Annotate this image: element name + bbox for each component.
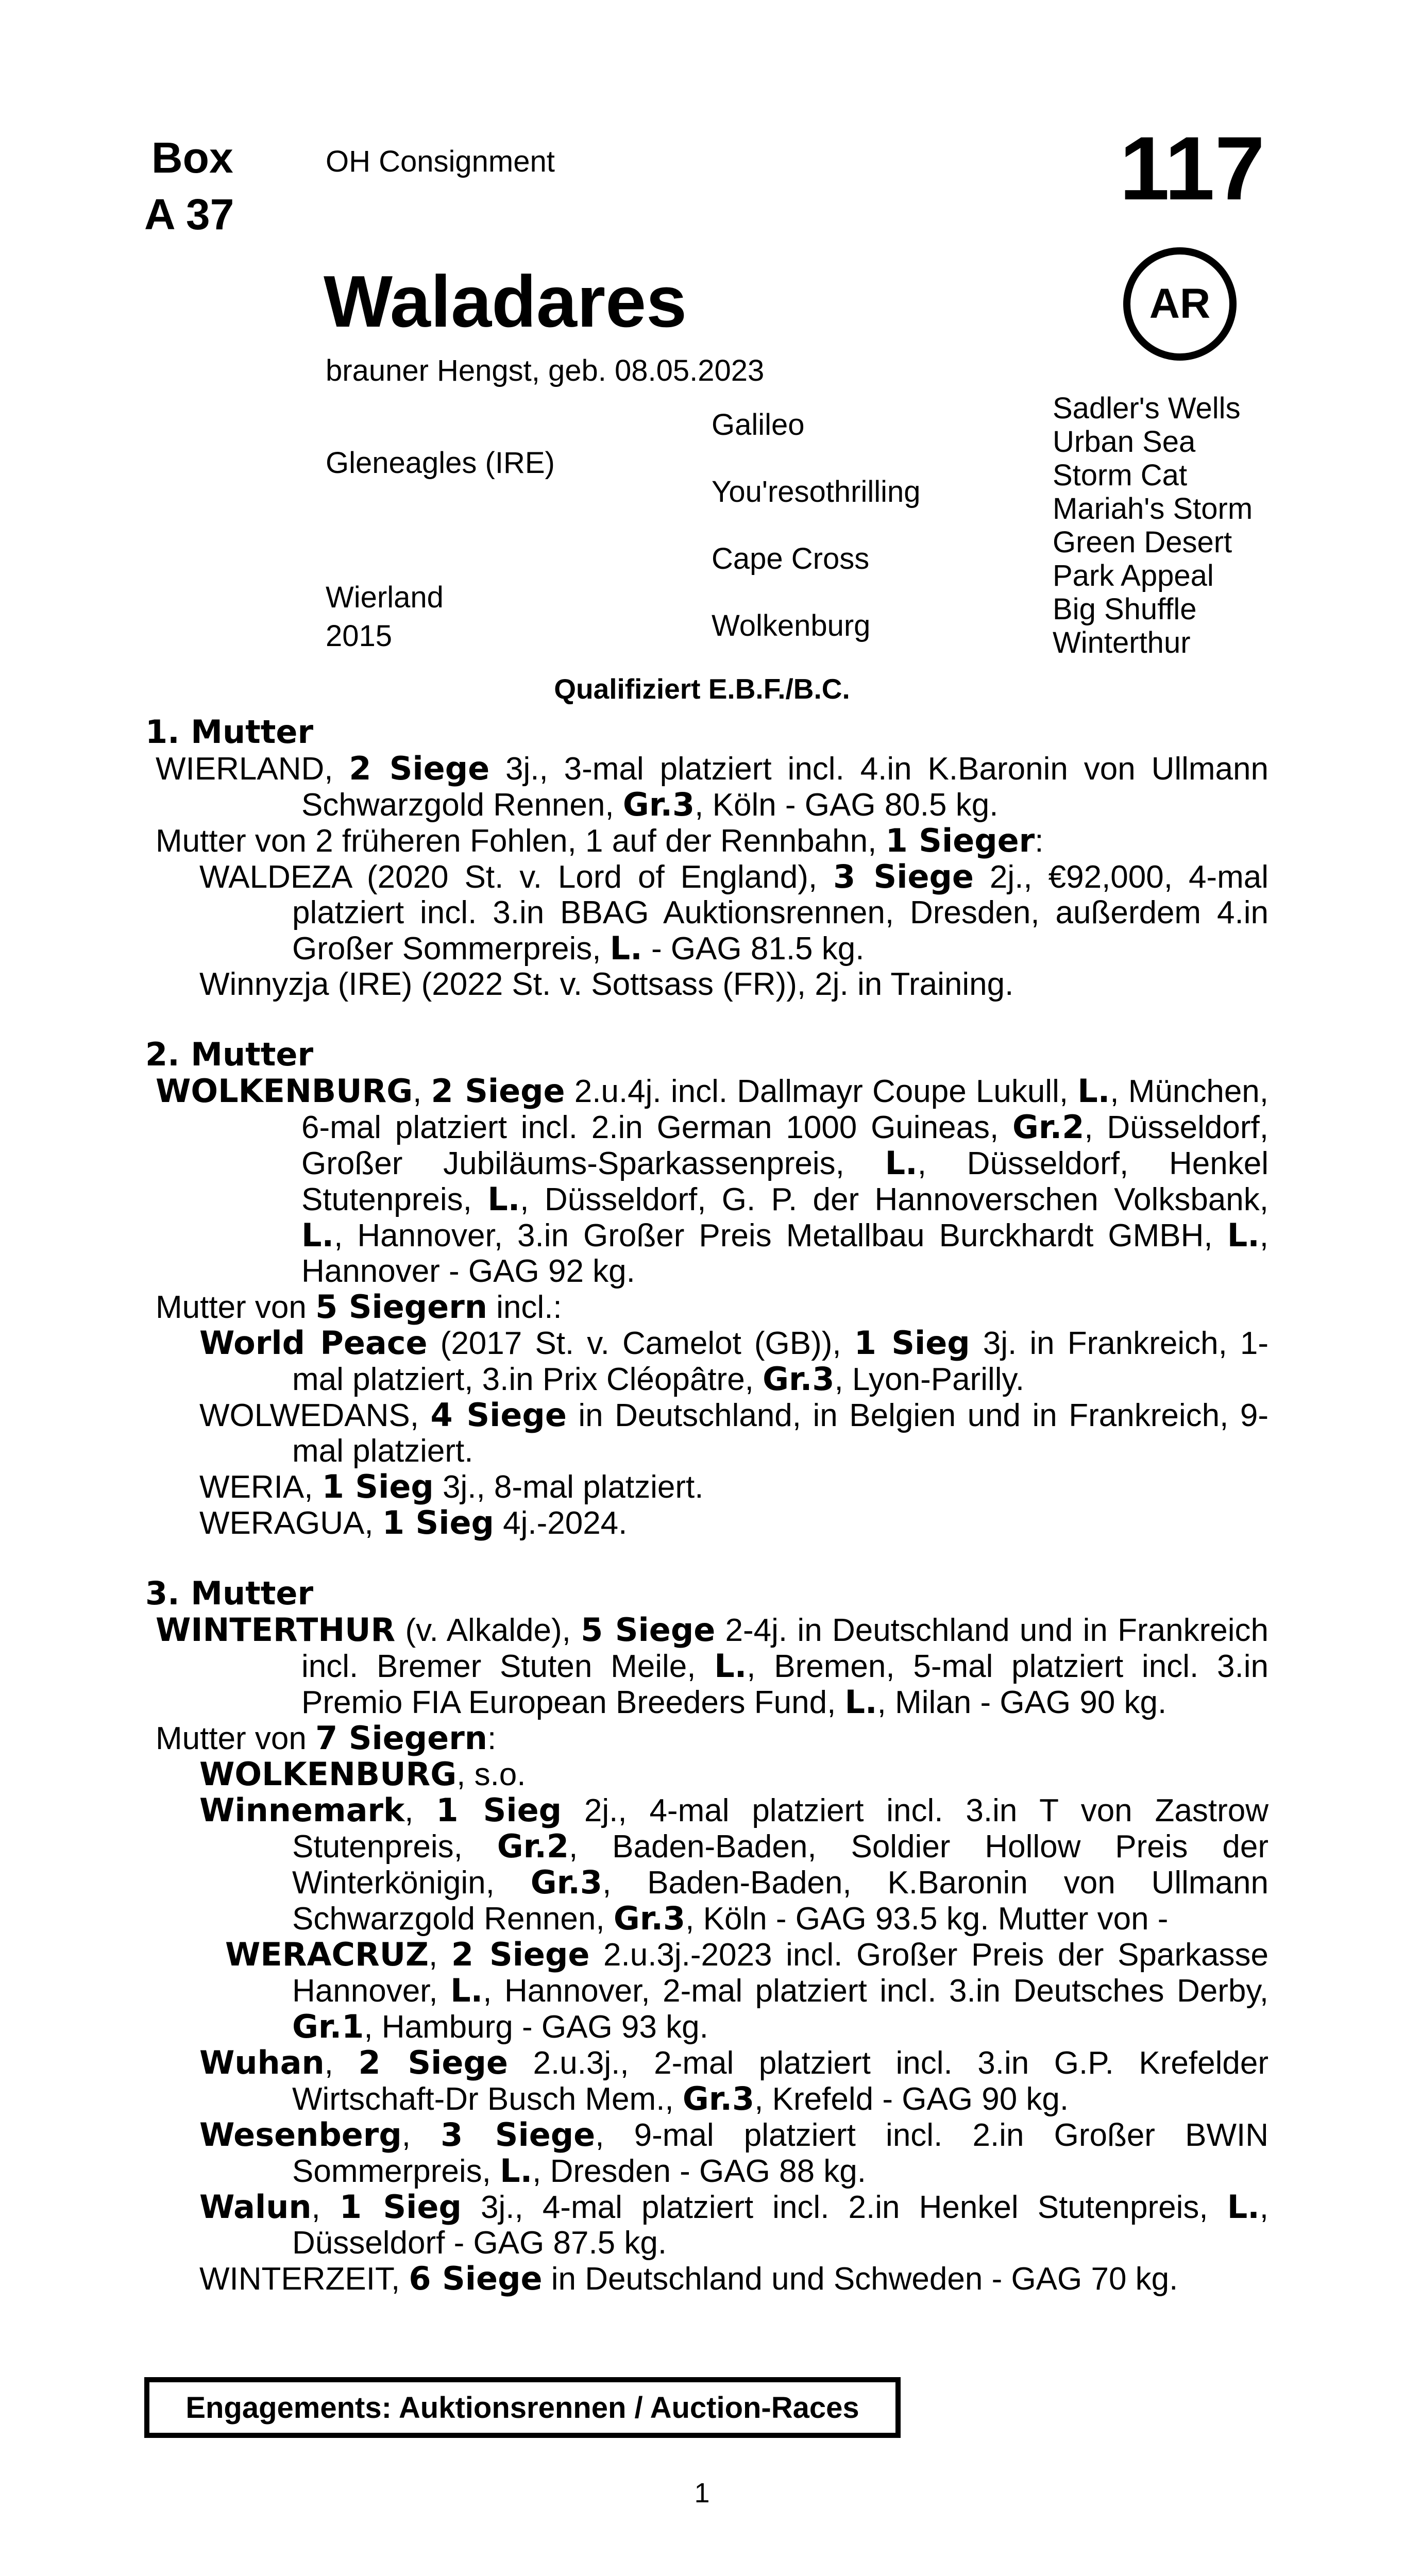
text-run: ,	[324, 2045, 359, 2081]
pedigree-gen3-item: Urban Sea	[1053, 425, 1196, 459]
bold-text: 6 Siege	[409, 2260, 543, 2297]
bold-text: Wuhan	[199, 2044, 325, 2081]
dam-entry	[145, 1612, 1268, 1720]
text-run: WINTERZEIT,	[199, 2261, 409, 2297]
dam-entry	[145, 1073, 1268, 1289]
text-run: 3j., 4-mal platziert incl. 2.in Henkel Stutenpreis,	[461, 2190, 1227, 2225]
pedigree-gen3-item: Storm Cat	[1053, 459, 1188, 492]
text-run: 2j., €92,000, 4-mal platziert incl. 3.in BBAG Auktionsrennen, Dresden, außerdem 4.in Großer Sommerpreis,	[292, 859, 1268, 967]
bold-text: Gr.3	[763, 1360, 835, 1398]
section-heading: 1. Mutter	[145, 713, 314, 751]
bold-text: L.	[450, 1972, 483, 2009]
text-run: :	[1035, 823, 1044, 859]
bold-text: 2 Siege	[358, 2044, 508, 2081]
text-run: in Deutschland, in Belgien und in Frankreich, 9-mal platziert.	[292, 1398, 1269, 1469]
text-run: , Hannover, 2-mal platziert incl. 3.in Deutsches Derby,	[483, 1973, 1268, 2009]
text-run: , Krefeld - GAG 90 kg.	[754, 2081, 1069, 2117]
bold-text: L.	[500, 2152, 533, 2190]
bold-text: L.	[1077, 1072, 1110, 1110]
text-run: , Bremen, 5-mal platziert incl. 3.in Premio FIA European Breeders Fund,	[301, 1649, 1268, 1720]
bold-text: 3 Siege	[833, 858, 974, 895]
bold-text: 3 Siege	[441, 2116, 596, 2154]
pedigree-dam-year: 2015	[326, 619, 393, 653]
offspring-entry	[145, 1756, 1268, 1792]
text-run: :	[487, 1721, 497, 1756]
text-run: 2.u.3j., 2-mal platziert incl. 3.in G.P. Krefelder Wirtschaft-Dr Busch Mem.,	[292, 2045, 1268, 2117]
bold-text: 1 Sieg	[322, 1468, 434, 1505]
offspring-entry	[145, 1469, 1268, 1505]
bold-text: 5 Siegern	[315, 1288, 487, 1326]
text-run: , Köln - GAG 93.5 kg. Mutter von -	[685, 1901, 1169, 1937]
produce-summary	[156, 1289, 1268, 1325]
text-run: ,	[404, 1793, 436, 1828]
ar-badge	[1123, 247, 1237, 361]
text-run: , Hannover - GAG 92 kg.	[301, 1218, 1268, 1289]
text-run: ,	[401, 2117, 441, 2153]
text-run: , Milan - GAG 90 kg.	[877, 1685, 1167, 1720]
bold-text: 1 Sieg	[382, 1504, 494, 1541]
bold-text: WOLKENBURG	[156, 1072, 413, 1110]
text-run: in Deutschland und Schweden - GAG 70 kg.	[542, 2261, 1178, 2297]
text-run: Mutter von	[156, 1290, 316, 1325]
text-run: , Düsseldorf, Henkel Stutenpreis,	[301, 1146, 1268, 1217]
bold-text: 1 Sieg	[436, 1791, 562, 1829]
offspring-entry	[145, 1325, 1268, 1397]
offspring-entry	[145, 2045, 1268, 2117]
text-run: 3j., 3-mal platziert incl. 4.in K.Baronin von Ullmann Schwarzgold Rennen,	[301, 751, 1268, 823]
bold-text: Gr.3	[613, 1900, 686, 1937]
bold-text: L.	[1227, 1216, 1260, 1254]
bold-text: Gr.2	[1012, 1108, 1085, 1146]
pedigree-gen3-item: Big Shuffle	[1053, 592, 1197, 626]
engagements-label: Engagements: Auktionsrennen / Auction-Races	[185, 2391, 859, 2425]
bold-text: Gr.2	[497, 1827, 569, 1865]
bold-text: 2 Siege	[451, 1936, 590, 1973]
bold-text: 1 Sieger	[885, 822, 1035, 859]
engagements-box	[144, 2377, 901, 2438]
bold-text: 2 Siege	[349, 750, 490, 787]
text-run: WIERLAND,	[156, 751, 349, 787]
offspring-entry	[145, 2189, 1268, 2261]
text-run: WOLWEDANS,	[199, 1398, 431, 1433]
pedigree-gen3-item: Green Desert	[1053, 526, 1232, 559]
horse-description: brauner Hengst, geb. 08.05.2023	[326, 354, 765, 387]
bold-text: 2 Siege	[431, 1072, 565, 1110]
bold-text: Walun	[199, 2188, 312, 2226]
text-run: , Hannover, 3.in Großer Preis Metallbau Burckhardt GMBH,	[334, 1218, 1227, 1253]
bold-text: Wesenberg	[199, 2116, 402, 2154]
offspring-entry	[145, 2261, 1268, 2297]
text-run: 3j. in Frankreich, 1-mal platziert, 3.in Prix Cléopâtre,	[292, 1326, 1269, 1397]
offspring-entry	[145, 1792, 1268, 1937]
bold-text: Gr.1	[292, 2008, 364, 2045]
text-run: Mutter von	[156, 1721, 316, 1756]
text-run: WERAGUA,	[199, 1505, 382, 1541]
pedigree-gen2-item: Galileo	[712, 408, 805, 442]
offspring-entry	[145, 859, 1268, 967]
bold-text: WERACRUZ	[225, 1936, 429, 1973]
horse-name: Waladares	[324, 261, 687, 343]
pedigree-gen2-item: Wolkenburg	[712, 609, 871, 642]
text-run: WERIA,	[199, 1469, 322, 1505]
section-heading: 3. Mutter	[145, 1574, 314, 1612]
offspring-entry	[145, 1397, 1268, 1469]
bold-text: World Peace	[199, 1324, 428, 1362]
text-run: , Dresden - GAG 88 kg.	[532, 2154, 866, 2189]
bold-text: L.	[1227, 2188, 1260, 2226]
bold-text: L.	[487, 1180, 520, 1218]
text-run: 3j., 8-mal platziert.	[433, 1469, 704, 1505]
produce-summary	[156, 1720, 1268, 1756]
text-run: - GAG 81.5 kg.	[642, 931, 865, 967]
text-run: 4j.-2024.	[494, 1505, 628, 1541]
bold-text: L.	[844, 1683, 877, 1721]
bold-text: L.	[610, 929, 642, 967]
bold-text: Winnemark	[199, 1791, 405, 1829]
text-run: , Baden-Baden, K.Baronin von Ullmann Schwarzgold Rennen,	[292, 1865, 1268, 1937]
text-run: 2j., 4-mal platziert incl. 3.in T von Zastrow Stutenpreis,	[292, 1793, 1269, 1865]
text-run: Mutter von 2 früheren Fohlen, 1 auf der Rennbahn,	[156, 823, 886, 859]
text-run: , Köln - GAG 80.5 kg.	[695, 787, 999, 823]
lot-number: 117	[1119, 118, 1265, 219]
pedigree-dam: Wierland	[326, 581, 444, 614]
page-number: 1	[694, 2478, 710, 2509]
text-run: 2.u.3j.-2023 incl. Großer Preis der Sparkasse Hannover,	[292, 1937, 1268, 2009]
qualification: Qualifiziert E.B.F./B.C.	[554, 673, 850, 705]
pedigree-gen3-item: Park Appeal	[1053, 559, 1214, 592]
section-heading: 2. Mutter	[145, 1036, 314, 1073]
text-run: , Düsseldorf - GAG 87.5 kg.	[292, 2190, 1269, 2261]
offspring-entry	[145, 967, 1268, 1002]
text-run: , München, 6-mal platziert incl. 2.in German 1000 Guineas,	[301, 1074, 1269, 1145]
bold-text: 1 Sieg	[339, 2188, 462, 2226]
bold-text: Gr.3	[682, 2080, 755, 2117]
text-run: ,	[413, 1074, 431, 1109]
text-run: (v. Alkalde),	[395, 1613, 581, 1648]
box-label: Box	[151, 133, 233, 182]
offspring-entry	[145, 1937, 1268, 2045]
text-run: 2-4j. in Deutschland und in Frankreich incl. Bremer Stuten Meile,	[301, 1613, 1268, 1684]
text-run: ,	[311, 2190, 340, 2225]
text-run: 2.u.4j. incl. Dallmayr Coupe Lukull,	[565, 1074, 1078, 1109]
pedigree-gen3-item: Sadler's Wells	[1053, 392, 1241, 425]
offspring-entry	[145, 1505, 1268, 1541]
text-run: ,	[429, 1937, 451, 1973]
ar-badge-label: AR	[1149, 280, 1211, 327]
bold-text: Gr.3	[622, 786, 695, 823]
bold-text: Gr.3	[530, 1863, 603, 1901]
bold-text: 1 Sieg	[854, 1324, 970, 1362]
box-number: A 37	[144, 190, 234, 239]
pedigree-gen2-item: Cape Cross	[712, 542, 870, 575]
text-run: , Düsseldorf, Großer Jubiläums-Sparkassenpreis,	[301, 1110, 1268, 1181]
pedigree-sire: Gleneagles (IRE)	[326, 446, 555, 480]
bold-text: WINTERTHUR	[156, 1611, 396, 1649]
pedigree-gen2-item: You'resothrilling	[712, 475, 921, 509]
produce-summary	[156, 823, 1268, 859]
bold-text: WOLKENBURG	[199, 1755, 457, 1793]
bold-text: L.	[885, 1144, 918, 1182]
dam-line-content	[145, 714, 1268, 2297]
bold-text: 4 Siege	[430, 1396, 567, 1434]
text-run: Winnyzja (IRE) (2022 St. v. Sottsass (FR)), 2j. in Training.	[199, 967, 1014, 1002]
text-run: , Lyon-Parilly.	[834, 1362, 1025, 1397]
dam-entry	[145, 751, 1268, 823]
offspring-entry	[145, 2117, 1268, 2189]
text-run: , Düsseldorf, G. P. der Hannoverschen Volksbank,	[520, 1182, 1268, 1217]
text-run: , Baden-Baden, Soldier Hollow Preis der Winterkönigin,	[292, 1829, 1268, 1901]
text-run: , 9-mal platziert incl. 2.in Großer BWIN Sommerpreis,	[292, 2117, 1268, 2189]
bold-text: 5 Siege	[581, 1611, 716, 1649]
consignor: OH Consignment	[326, 145, 555, 178]
text-run: incl.:	[487, 1290, 562, 1325]
text-run: (2017 St. v. Camelot (GB)),	[427, 1326, 854, 1361]
bold-text: L.	[301, 1216, 334, 1254]
text-run: , s.o.	[456, 1757, 526, 1792]
text-run: , Hamburg - GAG 93 kg.	[364, 2009, 708, 2045]
text-run: WALDEZA (2020 St. v. Lord of England),	[199, 859, 834, 895]
pedigree-gen3-item: Mariah's Storm	[1053, 492, 1253, 526]
pedigree-gen3-item: Winterthur	[1053, 626, 1191, 659]
bold-text: 7 Siegern	[315, 1719, 487, 1757]
bold-text: L.	[714, 1647, 747, 1685]
